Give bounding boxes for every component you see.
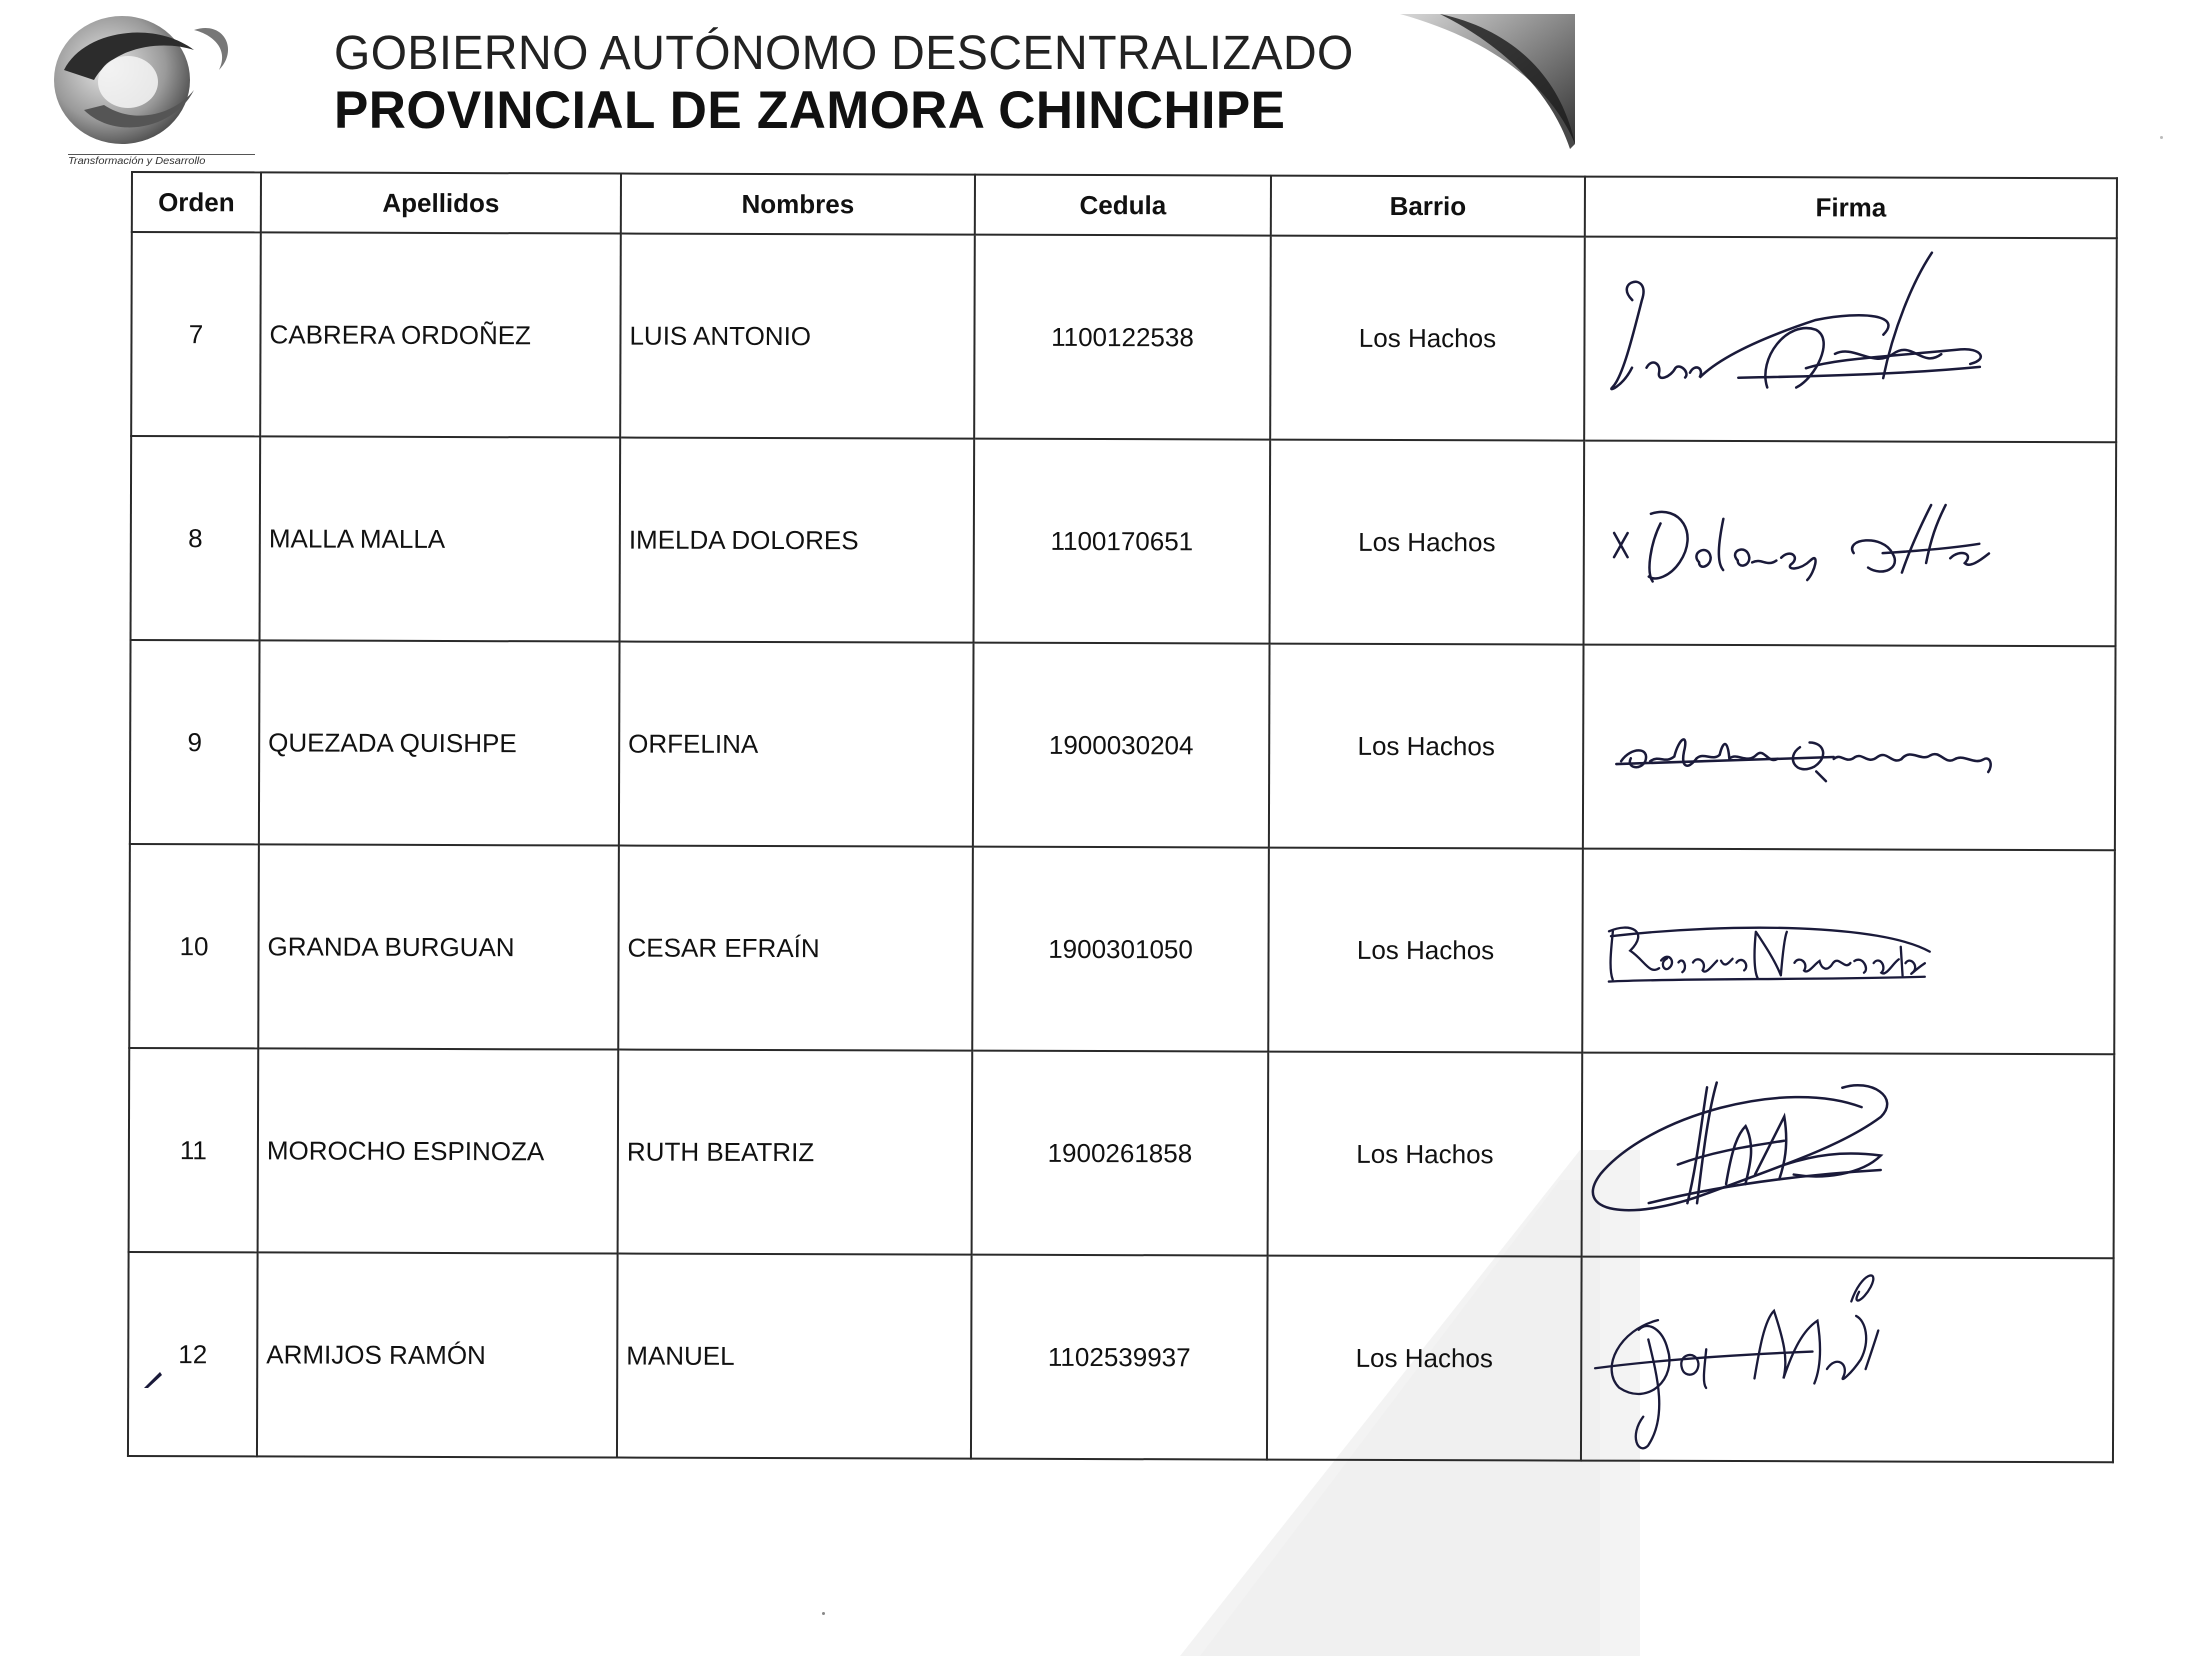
cell-barrio: Los Hachos: [1270, 236, 1585, 441]
cell-nombres: RUTH BEATRIZ: [618, 1050, 973, 1255]
handwritten-signature: [1592, 647, 2107, 849]
cell-firma: [1581, 1257, 2114, 1463]
cell-apellidos: GRANDA BURGUAN: [258, 844, 619, 1049]
handwritten-signature: [1593, 443, 2108, 645]
scan-speck: [822, 1612, 825, 1615]
provincial-logo: [44, 10, 244, 160]
signature-table: [127, 171, 2118, 1463]
signature-sheet: [127, 171, 2116, 1477]
cell-firma: [1584, 441, 2117, 647]
cell-apellidos: MALLA MALLA: [260, 436, 621, 641]
cell-orden: 7: [131, 232, 261, 436]
header-title-line2: PROVINCIAL DE ZAMORA CHINCHIPE: [334, 81, 1286, 140]
cell-barrio: Los Hachos: [1269, 644, 1584, 849]
cell-apellidos: CABRERA ORDOÑEZ: [260, 232, 621, 437]
handwritten-signature: [1591, 1055, 2106, 1257]
cell-nombres: LUIS ANTONIO: [620, 234, 975, 439]
cell-nombres: ORFELINA: [619, 642, 974, 847]
table-row: [129, 844, 2115, 1054]
cell-cedula: 1100170651: [974, 439, 1271, 644]
cell-barrio: Los Hachos: [1268, 1052, 1583, 1257]
cell-barrio: Los Hachos: [1267, 1256, 1582, 1461]
cell-nombres: MANUEL: [617, 1254, 972, 1459]
cell-orden: 8: [131, 436, 261, 640]
column-header-cedula: Cedula: [975, 175, 1271, 236]
column-header-nombres: Nombres: [621, 174, 975, 235]
column-header-apellidos: Apellidos: [261, 172, 621, 233]
cell-barrio: Los Hachos: [1268, 848, 1583, 1053]
column-header-orden: Orden: [132, 172, 261, 232]
handwritten-signature: [1590, 1259, 2105, 1461]
scan-speck: [2160, 136, 2163, 139]
cell-firma: [1582, 849, 2115, 1055]
cell-apellidos: MOROCHO ESPINOZA: [258, 1048, 619, 1253]
table-row: [129, 1048, 2115, 1258]
cell-nombres: CESAR EFRAÍN: [618, 846, 973, 1051]
cell-cedula: 1900030204: [973, 643, 1270, 848]
cell-orden: 11: [129, 1048, 259, 1252]
cell-cedula: 1900261858: [972, 1051, 1269, 1256]
handwritten-signature: [1591, 851, 2106, 1053]
handwritten-signature: [1593, 239, 2108, 441]
cell-barrio: Los Hachos: [1270, 440, 1585, 645]
column-header-barrio: Barrio: [1271, 176, 1585, 237]
cell-apellidos: ARMIJOS RAMÓN: [257, 1252, 618, 1457]
cell-apellidos: QUEZADA QUISHPE: [259, 640, 620, 845]
cell-orden: 12: [128, 1252, 258, 1456]
table-row: [130, 640, 2116, 850]
cell-orden: 9: [130, 640, 260, 844]
column-header-firma: Firma: [1585, 177, 2117, 239]
header-title-line1: GOBIERNO AUTÓNOMO DESCENTRALIZADO: [334, 27, 1354, 80]
cell-cedula: 1100122538: [974, 235, 1271, 440]
cell-nombres: IMELDA DOLORES: [620, 438, 975, 643]
cell-firma: [1584, 237, 2117, 443]
logo-tagline: Transformación y Desarrollo: [68, 154, 255, 167]
table-row: [128, 1252, 2114, 1462]
header-swoosh-decoration: [1400, 14, 1580, 149]
cell-firma: [1582, 1053, 2115, 1259]
cell-orden: 10: [129, 844, 259, 1048]
table-row: [131, 232, 2117, 442]
table-header-row: [132, 172, 2117, 238]
pen-tick-mark: [140, 1366, 166, 1392]
cell-cedula: 1900301050: [972, 847, 1269, 1052]
cell-firma: [1583, 645, 2116, 851]
cell-cedula: 1102539937: [971, 1255, 1268, 1460]
table-row: [131, 436, 2117, 646]
